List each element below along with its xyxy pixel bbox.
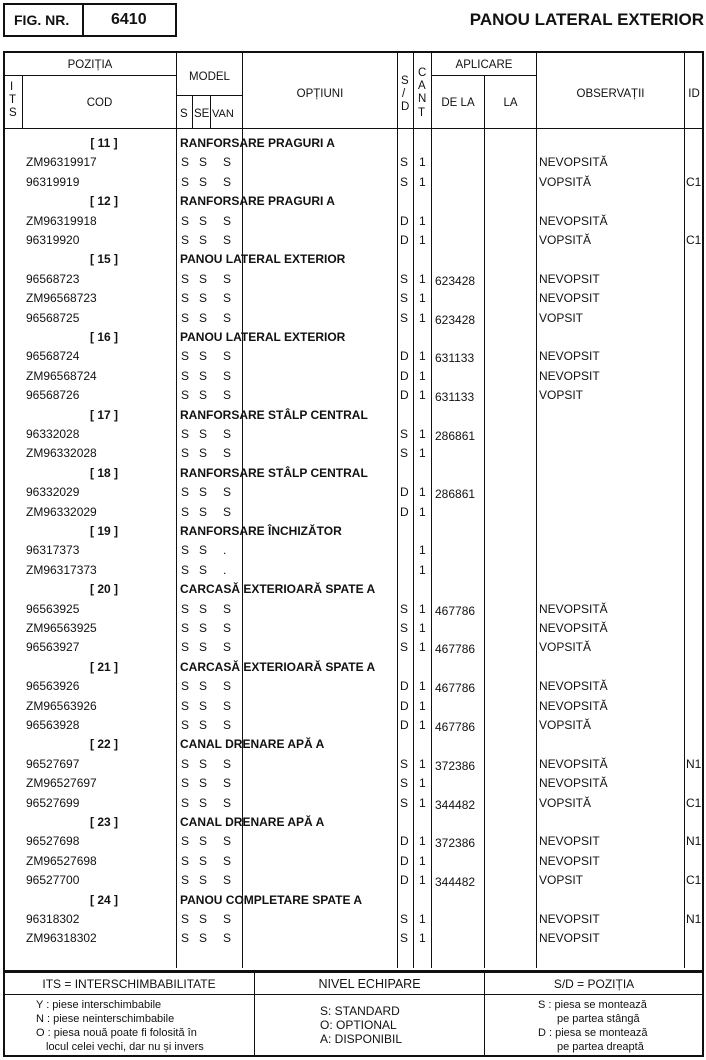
model-se: S xyxy=(199,368,208,383)
fig-number: 6410 xyxy=(111,11,147,28)
side: S xyxy=(400,310,409,325)
observation: NEVOPSITĂ xyxy=(539,679,608,694)
side: S xyxy=(400,174,409,189)
quantity: 1 xyxy=(419,155,426,170)
quantity: 1 xyxy=(419,310,426,325)
model-se: S xyxy=(199,310,208,325)
part-code: 96527698 xyxy=(26,834,80,849)
quantity: 1 xyxy=(419,485,426,500)
model-van: S xyxy=(223,504,232,519)
model-van: S xyxy=(223,388,232,403)
observation: NEVOPSITĂ xyxy=(539,621,608,635)
model-se: S xyxy=(199,349,208,364)
model-se: S xyxy=(199,776,208,791)
model-se: S xyxy=(199,291,208,306)
col-observatii: OBSERVAȚII xyxy=(576,88,645,100)
part-code: ZM96332028 xyxy=(26,446,97,461)
quantity: 1 xyxy=(419,679,426,694)
apply-from: 286861 xyxy=(435,429,476,443)
model-se: S xyxy=(199,698,208,713)
apply-from: 623428 xyxy=(435,312,476,327)
model-se: S xyxy=(199,853,208,868)
row-id: N1 xyxy=(686,912,702,926)
part-code: ZM96527698 xyxy=(26,853,97,868)
model-se: S xyxy=(199,388,208,403)
part-code: 96332028 xyxy=(26,427,80,441)
model-s: S xyxy=(181,912,190,926)
apply-from: 372386 xyxy=(435,758,476,773)
model-se: S xyxy=(199,446,208,461)
model-s: S xyxy=(181,718,190,732)
quantity: 1 xyxy=(419,640,426,655)
group-position: [ 15 ] xyxy=(89,252,118,267)
col-cant-a: A xyxy=(418,80,426,92)
part-code: 96319919 xyxy=(26,174,80,189)
side: D xyxy=(400,504,409,519)
apply-from: 623428 xyxy=(435,273,476,288)
model-van: S xyxy=(223,368,232,383)
row-id: C1 xyxy=(686,795,702,810)
group-name: CANAL DRENARE APĂ A xyxy=(180,815,325,829)
model-s: S xyxy=(181,931,190,946)
quantity: 1 xyxy=(419,233,426,247)
group-position: [ 20 ] xyxy=(89,582,118,597)
side: D xyxy=(400,873,409,888)
quantity: 1 xyxy=(419,427,426,441)
observation: NEVOPSITĂ xyxy=(539,601,608,616)
observation: NEVOPSIT xyxy=(539,271,600,286)
legend-nivel-title: NIVEL ECHIPARE xyxy=(318,977,421,991)
model-van: S xyxy=(223,873,232,888)
model-s: S xyxy=(181,310,190,325)
part-code: 96563925 xyxy=(26,601,80,616)
model-van: S xyxy=(223,912,232,926)
part-code: 96568723 xyxy=(26,271,80,286)
model-se: S xyxy=(199,174,208,189)
group-name: CARCASĂ EXTERIOARĂ SPATE A xyxy=(180,659,376,674)
quantity: 1 xyxy=(419,756,426,771)
part-code: 96568726 xyxy=(26,388,80,403)
model-se: S xyxy=(199,504,208,519)
quantity: 1 xyxy=(419,368,426,383)
part-code: 96317373 xyxy=(26,543,80,558)
model-s: S xyxy=(181,213,190,228)
observation: VOPSITĂ xyxy=(539,718,592,732)
model-se: S xyxy=(199,679,208,694)
model-s: S xyxy=(181,233,190,247)
model-s: S xyxy=(181,155,190,170)
apply-from: 344482 xyxy=(435,797,476,812)
group-name: RANFORSARE PRAGURI A xyxy=(180,136,335,150)
part-code: 96527699 xyxy=(26,795,80,810)
part-code: ZM96332029 xyxy=(26,504,97,519)
group-position: [ 18 ] xyxy=(89,465,118,480)
group-name: RANFORSARE STÂLP CENTRAL xyxy=(180,407,368,422)
group-name: RANFORSARE ÎNCHIZĂTOR xyxy=(180,524,342,538)
apply-from: 631133 xyxy=(435,351,475,366)
model-van: S xyxy=(223,698,232,713)
apply-from: 286861 xyxy=(435,487,476,502)
model-s: S xyxy=(181,873,190,888)
group-name: CANAL DRENARE APĂ A xyxy=(180,737,325,752)
legend-its-line: O : piesa nouă poate fi folosită în xyxy=(36,1027,197,1039)
legend-nivel-line: A: DISPONIBIL xyxy=(320,1032,403,1046)
model-van: S xyxy=(223,427,232,441)
model-van: S xyxy=(223,718,232,732)
fig-label: FIG. NR. xyxy=(14,12,70,28)
group-name: RANFORSARE PRAGURI A xyxy=(180,194,335,209)
group-name: PANOU LATERAL EXTERIOR xyxy=(180,252,346,267)
model-se: S xyxy=(199,233,208,247)
part-code: ZM96568724 xyxy=(26,368,97,383)
col-model-van: VAN xyxy=(212,108,234,120)
quantity: 1 xyxy=(419,621,426,635)
quantity: 1 xyxy=(419,562,426,577)
model-se: S xyxy=(199,271,208,286)
model-van: S xyxy=(223,233,232,247)
model-se: S xyxy=(199,912,208,926)
group-position: [ 19 ] xyxy=(89,524,118,538)
quantity: 1 xyxy=(419,543,426,558)
model-van: S xyxy=(223,213,232,228)
model-van: S xyxy=(223,756,232,771)
model-se: S xyxy=(199,640,208,655)
model-s: S xyxy=(181,446,190,461)
side: S xyxy=(400,931,409,946)
model-s: S xyxy=(181,485,190,500)
model-se: S xyxy=(199,562,208,577)
col-sd-3: D xyxy=(401,101,410,113)
part-code: ZM96319917 xyxy=(26,155,97,170)
quantity: 1 xyxy=(419,388,426,403)
side: D xyxy=(400,679,409,694)
group-position: [ 24 ] xyxy=(89,892,118,907)
side: S xyxy=(400,640,409,655)
observation: NEVOPSIT xyxy=(539,912,600,926)
model-se: S xyxy=(199,213,208,228)
side: D xyxy=(400,834,409,849)
group-position: [ 22 ] xyxy=(89,737,118,752)
model-van: S xyxy=(223,271,232,286)
model-s: S xyxy=(181,427,190,441)
observation: NEVOPSITĂ xyxy=(539,213,608,228)
side: D xyxy=(400,349,409,364)
side: D xyxy=(400,388,409,403)
group-position: [ 23 ] xyxy=(89,815,118,829)
row-id: C1 xyxy=(686,873,702,888)
side: S xyxy=(400,271,409,286)
model-s: S xyxy=(181,349,190,364)
observation: NEVOPSITĂ xyxy=(539,698,608,713)
col-model: MODEL xyxy=(189,71,230,83)
part-code: 96563926 xyxy=(26,679,80,694)
quantity: 1 xyxy=(419,931,426,946)
side: S xyxy=(400,427,409,441)
legend-sd-line: D : piesa se montează xyxy=(538,1027,648,1039)
row-id: C1 xyxy=(686,174,702,189)
model-s: S xyxy=(181,776,190,791)
legend-nivel-line: O: OPTIONAL xyxy=(320,1018,397,1032)
observation: NEVOPSITĂ xyxy=(539,756,608,771)
col-cod: COD xyxy=(86,97,113,109)
observation: VOPSITĂ xyxy=(539,174,592,189)
model-s: S xyxy=(181,388,190,403)
apply-from: 372386 xyxy=(435,836,476,851)
side: D xyxy=(400,853,409,868)
row-id: N1 xyxy=(686,756,702,771)
apply-from: 467786 xyxy=(435,681,476,696)
model-van: S xyxy=(223,349,232,364)
col-model-s: S xyxy=(180,108,188,120)
part-code: 96563928 xyxy=(26,718,80,732)
model-van: S xyxy=(223,776,232,791)
quantity: 1 xyxy=(419,213,426,228)
col-cant-c: C xyxy=(418,67,427,79)
model-van: S xyxy=(223,310,232,325)
side: D xyxy=(400,213,409,228)
quantity: 1 xyxy=(419,601,426,616)
observation: VOPSITĂ xyxy=(539,233,592,247)
col-cant-t: T xyxy=(418,107,426,119)
quantity: 1 xyxy=(419,776,426,791)
side: S xyxy=(400,155,409,170)
model-se: S xyxy=(199,155,208,170)
observation: NEVOPSIT xyxy=(539,834,600,849)
part-code: ZM96568723 xyxy=(26,291,97,306)
model-se: S xyxy=(199,485,208,500)
model-van: S xyxy=(223,640,232,655)
model-s: S xyxy=(181,756,190,771)
apply-from: 467786 xyxy=(435,720,476,734)
side: S xyxy=(400,446,409,461)
model-van: S xyxy=(223,679,232,694)
part-code: ZM96527697 xyxy=(26,776,97,791)
model-s: S xyxy=(181,834,190,849)
quantity: 1 xyxy=(419,291,426,306)
side: D xyxy=(400,368,409,383)
model-van: S xyxy=(223,621,232,635)
model-van: S xyxy=(223,795,232,810)
group-position: [ 12 ] xyxy=(89,194,118,209)
side: S xyxy=(400,291,409,306)
group-position: [ 16 ] xyxy=(89,330,118,344)
part-code: ZM96319918 xyxy=(26,213,97,228)
model-van: . xyxy=(223,543,227,558)
legend-sd-line: pe partea dreaptă xyxy=(557,1041,644,1053)
side: D xyxy=(400,485,409,500)
side: S xyxy=(400,795,409,810)
fig-number-box xyxy=(3,3,177,37)
side: S xyxy=(400,601,409,616)
apply-from: 467786 xyxy=(435,603,476,618)
model-se: S xyxy=(199,931,208,946)
quantity: 1 xyxy=(419,795,426,810)
group-position: [ 11 ] xyxy=(90,136,118,150)
model-s: S xyxy=(181,174,190,189)
model-s: S xyxy=(181,853,190,868)
row-id: C1 xyxy=(686,233,702,247)
model-van: S xyxy=(223,601,232,616)
model-van: S xyxy=(223,485,232,500)
col-id: ID xyxy=(688,88,700,100)
part-code: 96563927 xyxy=(26,640,80,655)
model-se: S xyxy=(199,795,208,810)
quantity: 1 xyxy=(419,718,426,732)
model-s: S xyxy=(181,601,190,616)
model-van: S xyxy=(223,155,232,170)
legend-its-title: ITS = INTERSCHIMBABILITATE xyxy=(42,977,216,991)
group-position: [ 17 ] xyxy=(89,407,118,422)
legend-sd-line: pe partea stângă xyxy=(557,1013,640,1025)
col-its-s: S xyxy=(9,107,17,119)
part-code: 96319920 xyxy=(26,233,80,247)
quantity: 1 xyxy=(419,446,426,461)
model-s: S xyxy=(181,271,190,286)
col-sd-1: S xyxy=(401,75,409,87)
observation: VOPSITĂ xyxy=(539,795,592,810)
model-s: S xyxy=(181,504,190,519)
model-s: S xyxy=(181,640,190,655)
quantity: 1 xyxy=(419,349,426,364)
side: S xyxy=(400,621,409,635)
col-its-t: T xyxy=(9,94,17,106)
model-s: S xyxy=(181,291,190,306)
observation: NEVOPSITĂ xyxy=(539,155,608,170)
part-code: 96527697 xyxy=(26,756,80,771)
part-code: 96568725 xyxy=(26,310,80,325)
col-sd-2: / xyxy=(402,88,406,100)
part-code: 96318302 xyxy=(26,912,80,926)
model-se: S xyxy=(199,543,208,558)
side: D xyxy=(400,233,409,247)
observation: NEVOPSIT xyxy=(539,291,600,306)
legend-sd-title: S/D = POZIȚIA xyxy=(553,977,635,991)
col-model-se: SE xyxy=(194,108,210,120)
quantity: 1 xyxy=(419,174,426,189)
model-se: S xyxy=(199,601,208,616)
col-aplicare: APLICARE xyxy=(455,59,513,71)
observation: NEVOPSIT xyxy=(539,853,600,868)
part-code: 96332029 xyxy=(26,485,80,500)
quantity: 1 xyxy=(419,698,426,713)
apply-from: 344482 xyxy=(435,875,476,890)
side: S xyxy=(400,776,409,791)
quantity: 1 xyxy=(419,853,426,868)
apply-from: 631133 xyxy=(435,390,475,405)
group-name: PANOU COMPLETARE SPATE A xyxy=(180,892,363,907)
group-name: PANOU LATERAL EXTERIOR xyxy=(180,330,346,344)
model-van: S xyxy=(223,931,232,946)
legend-sd-line: S : piesa se montează xyxy=(538,999,647,1011)
model-van: S xyxy=(223,291,232,306)
observation: VOPSIT xyxy=(539,873,584,888)
quantity: 1 xyxy=(419,912,426,926)
col-cant-n: N xyxy=(418,93,427,105)
model-van: . xyxy=(223,562,227,577)
quantity: 1 xyxy=(419,834,426,849)
legend-nivel-line: S: STANDARD xyxy=(320,1004,400,1018)
legend-its-line: Y : piese interschimbabile xyxy=(36,999,162,1011)
model-van: S xyxy=(223,174,232,189)
group-name: RANFORSARE STÂLP CENTRAL xyxy=(180,465,368,480)
part-code: ZM96563926 xyxy=(26,698,97,713)
group-name: CARCASĂ EXTERIOARĂ SPATE A xyxy=(180,582,376,597)
apply-from: 467786 xyxy=(435,642,476,657)
legend-its-line: N : piese neinterschimbabile xyxy=(36,1013,175,1025)
observation: VOPSITĂ xyxy=(539,640,592,655)
side: D xyxy=(400,698,409,713)
side: D xyxy=(400,718,409,732)
model-van: S xyxy=(223,853,232,868)
model-s: S xyxy=(181,368,190,383)
observation: NEVOPSITĂ xyxy=(539,776,608,791)
model-se: S xyxy=(199,873,208,888)
part-code: ZM96317373 xyxy=(26,562,97,577)
group-position: [ 21 ] xyxy=(89,659,118,674)
model-s: S xyxy=(181,621,190,635)
model-se: S xyxy=(199,756,208,771)
part-code: ZM96563925 xyxy=(26,621,97,635)
model-s: S xyxy=(181,543,190,558)
model-se: S xyxy=(199,834,208,849)
model-van: S xyxy=(223,834,232,849)
model-se: S xyxy=(199,427,208,441)
observation: NEVOPSIT xyxy=(539,931,600,946)
observation: VOPSIT xyxy=(539,388,584,403)
model-se: S xyxy=(199,621,208,635)
col-its-i: I xyxy=(10,81,14,93)
quantity: 1 xyxy=(419,271,426,286)
col-optiuni: OPȚIUNI xyxy=(296,88,344,100)
col-la: LA xyxy=(503,97,518,109)
side: S xyxy=(400,912,409,926)
col-pozitia: POZIȚIA xyxy=(67,59,113,71)
model-s: S xyxy=(181,562,190,577)
quantity: 1 xyxy=(419,873,426,888)
model-s: S xyxy=(181,795,190,810)
observation: NEVOPSIT xyxy=(539,349,600,364)
model-van: S xyxy=(223,446,232,461)
row-id: N1 xyxy=(686,834,702,849)
observation: VOPSIT xyxy=(539,310,584,325)
page-title: PANOU LATERAL EXTERIOR xyxy=(469,10,704,29)
model-se: S xyxy=(199,718,208,732)
part-code: ZM96318302 xyxy=(26,931,97,946)
model-s: S xyxy=(181,698,190,713)
model-s: S xyxy=(181,679,190,694)
quantity: 1 xyxy=(419,504,426,519)
side: S xyxy=(400,756,409,771)
part-code: 96527700 xyxy=(26,873,80,888)
part-code: 96568724 xyxy=(26,349,80,364)
col-de-la: DE LA xyxy=(441,97,475,109)
observation: NEVOPSIT xyxy=(539,368,600,383)
legend-its-line: locul celei vechi, dar nu și invers xyxy=(46,1041,204,1053)
